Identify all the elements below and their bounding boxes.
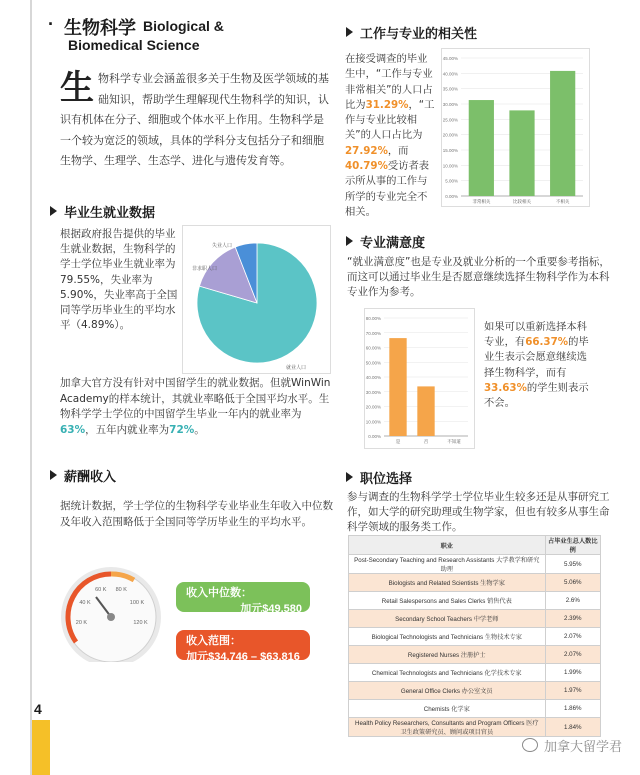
jobs-cell-percent: 5.06% (545, 574, 600, 592)
title-en-line2: Biomedical Science (68, 37, 200, 53)
section-triangle-icon (346, 27, 353, 37)
jobs-cell-percent: 1.99% (545, 664, 600, 682)
wechat-icon (522, 738, 538, 752)
satisfaction-ytick-label: 10.00% (365, 419, 381, 425)
relevance-ytick-label: 25.00% (442, 117, 458, 123)
relevance-bar (509, 110, 534, 196)
jobs-cell-percent: 2.39% (545, 610, 600, 628)
pie-label: 非求职人口 (192, 266, 218, 272)
satisfaction-title: 专业满意度 (360, 235, 426, 250)
salary-title: 薪酬收入 (64, 469, 117, 484)
employment-text-2b: ，五年内就业率为 (85, 423, 170, 436)
relevance-ytick-label: 35.00% (442, 86, 458, 92)
jobs-table-row (349, 628, 601, 646)
jobs-col-percent: 占毕业生总人数比例 (545, 536, 600, 555)
salary-text: 据统计数据，学士学位的生物科学专业毕业生年收入中位数及年收入范围略低于全国同等学历毕业生的平均水平。 (60, 500, 333, 528)
jobs-table-row (349, 555, 601, 574)
jobs-cell-percent: 2.07% (545, 646, 600, 664)
jobs-table-row (349, 664, 601, 682)
satisfaction-bar (417, 386, 434, 436)
relevance-xtick-label: 比较相关 (513, 200, 531, 205)
intro-dropcap: 生 (60, 68, 94, 108)
relevance-ytick-label: 30.00% (442, 102, 458, 107)
employment-pie-chart (182, 225, 332, 375)
jobs-cell-occupation: Secondary School Teachers 中学老师 (349, 610, 546, 628)
satisfaction-text-part1: 如果可以重新选择本科专业，有 (484, 321, 587, 349)
jobs-cell-percent: 1.84% (545, 718, 600, 737)
jobs-table-row (349, 574, 601, 592)
gauge-tick-label: 100 K (129, 600, 145, 606)
section-triangle-icon (346, 236, 353, 246)
satisfaction-ytick-label: 50.00% (365, 360, 381, 366)
jobs-table-wrapper (348, 535, 601, 737)
page-accent-bar (32, 720, 50, 775)
jobs-col-occupation: 职业 (349, 536, 546, 555)
section-triangle-icon (50, 470, 57, 480)
relevance-ytick-label: 0.00% (445, 194, 458, 199)
relevance-bar-chart (441, 48, 591, 208)
relevance-value-2: 27.92% (345, 144, 388, 157)
employment-text-1: 根据政府报告提供的毕业生就业数据，生物科学的学士学位毕业生就业率为79.55%，失业率为5.90%，失业率高于全国同等学历毕业生的平均水平（4.89%）。 (60, 228, 178, 332)
income-range-label: 收入范围： (186, 635, 241, 647)
satisfaction-text-part3: 的学生则表示不会。 (484, 381, 589, 410)
jobs-table-row (349, 646, 601, 664)
satisfaction-ytick-label: 30.00% (365, 389, 381, 395)
gauge-tick-label: 40 K (79, 600, 91, 606)
relevance-title: 工作与专业的相关性 (360, 26, 478, 41)
page-number: 4 (34, 701, 42, 717)
satisfaction-ytick-label: 20.00% (365, 404, 381, 410)
jobs-cell-occupation: Retail Salespersons and Sales Clerks 销售代表 (349, 592, 546, 610)
satisfaction-value-yes: 66.37% (525, 336, 569, 349)
jobs-cell-percent: 2.6% (545, 592, 600, 610)
income-range-badge (176, 630, 310, 663)
title-cn: 生物科学 (64, 18, 136, 38)
gauge-hub (107, 613, 115, 621)
employment-text-2a: 加拿大官方没有针对中国留学生的就业数据。但就WinWin Academy的样本统计，其就业率略低于全国平均水平。生物科学学士学位的中国留学生毕业一年内的就业率为 (60, 377, 331, 420)
satisfaction-xtick-label: 是 (395, 440, 401, 445)
jobs-title: 职位选择 (360, 471, 413, 486)
relevance-text-part1: 在接受调查的毕业生中，“工作与专业非常相关”的人口占比为 (345, 53, 433, 111)
relevance-ytick-label: 20.00% (442, 132, 458, 138)
satisfaction-xtick-label: 否 (423, 440, 429, 445)
jobs-table (348, 535, 601, 737)
employment-title: 毕业生就业数据 (64, 205, 156, 220)
satisfaction-intro: “就业满意度”也是专业及就业分析的一个重要参考指标，而这可以通过毕业生是否愿意继续选择生物科学作为本科专业作为参考。 (347, 256, 610, 298)
jobs-cell-occupation: Biological Technologists and Technicians 生物技术专家 (349, 628, 546, 646)
relevance-bar (469, 100, 494, 196)
relevance-ytick-label: 5.00% (445, 178, 458, 184)
relevance-bar (550, 71, 575, 196)
pie-label: 就业人口 (286, 365, 307, 371)
jobs-cell-occupation: Health Policy Researchers, Consultants and Program Officers 医疗卫生政策研究员、顾问或项目官员 (349, 718, 546, 737)
satisfaction-ytick-label: 60.00% (365, 345, 381, 351)
relevance-text-part3: ，而 (387, 144, 409, 157)
relevance-ytick-label: 40.00% (442, 71, 458, 77)
satisfaction-bar-chart (364, 308, 476, 450)
employment-text-2 (60, 376, 335, 438)
jobs-cell-percent: 5.95% (545, 555, 600, 574)
jobs-cell-occupation: Registered Nurses 注册护士 (349, 646, 546, 664)
jobs-cell-percent: 2.07% (545, 628, 600, 646)
jobs-table-row (349, 700, 601, 718)
jobs-text: 参与调查的生物科学学士学位毕业生较多还是从事研究工作，如大学的研究助理或生物学家，但也有较多从事生命科学领域的服务类工作。 (347, 491, 610, 533)
median-income-value: 加元$49,580 (240, 603, 302, 615)
satisfaction-text (484, 320, 594, 411)
satisfaction-bar (389, 338, 406, 436)
gauge-tick-label: 60 K (95, 586, 107, 593)
relevance-text (345, 52, 437, 220)
gauge-tick-label: 80 K (115, 586, 127, 593)
median-income-label: 收入中位数： (186, 587, 252, 599)
intro-block (60, 67, 330, 170)
watermark-text: 加拿大留学君 (544, 740, 623, 755)
relevance-text-part2: ，“工作与专业比较相关”的人口占比为 (345, 98, 435, 142)
employment-text-2c: 。 (194, 423, 205, 436)
title-bullet: · (48, 14, 54, 34)
jobs-cell-occupation: General Office Clerks 办公室文员 (349, 682, 546, 700)
title-en-line1: Biological & (143, 18, 224, 34)
satisfaction-value-no: 33.63% (484, 381, 527, 394)
relevance-xtick-label: 非常相关 (472, 200, 491, 205)
relevance-xtick-label: 不相关 (555, 200, 570, 205)
jobs-cell-percent: 1.97% (545, 682, 600, 700)
satisfaction-ytick-label: 80.00% (365, 316, 381, 321)
relevance-value-3: 40.79% (345, 160, 388, 173)
jobs-table-row (349, 610, 601, 628)
satisfaction-ytick-label: 40.00% (365, 375, 381, 380)
jobs-table-row (349, 592, 601, 610)
jobs-cell-occupation: Post-Secondary Teaching and Research Assistants 大学教学和研究助理 (349, 555, 546, 574)
income-range-value: 加元$34,746 – $63,816 (186, 651, 300, 663)
pie-label: 失业人口 (212, 243, 233, 249)
employment-value-1yr: 63% (60, 423, 86, 436)
salary-gauge (54, 562, 169, 662)
jobs-cell-occupation: Chemical Technologists and Technicians 化学技术专家 (349, 664, 546, 682)
relevance-ytick-label: 10.00% (442, 163, 458, 169)
satisfaction-ytick-label: 0.00% (368, 434, 381, 439)
section-triangle-icon (346, 472, 353, 482)
jobs-table-row (349, 718, 601, 737)
jobs-cell-occupation: Chemists 化学家 (349, 700, 546, 718)
jobs-table-row (349, 682, 601, 700)
intro-text: 物科学专业会涵盖很多关于生物及医学领域的基础知识，帮助学生理解现代生物科学的知识，认识有机体在分子、细胞或个体水平上作用。生物科学是一个较为宽泛的领域，具体的学科分支包括分子和细胞生物学、生理学、生态学、进化与遗传发育等。 (60, 72, 329, 167)
satisfaction-text-part2: 的毕业生表示会愿意继续选择生物科学，而有 (484, 336, 589, 379)
gauge-tick-label: 120 K (133, 620, 148, 627)
relevance-text-part4: 受访者表示所从事的工作与所学的专业完全不相关。 (345, 160, 430, 218)
relevance-ytick-label: 15.00% (442, 148, 458, 153)
relevance-value-1: 31.29% (365, 98, 409, 111)
relevance-ytick-label: 45.00% (442, 56, 458, 61)
section-triangle-icon (50, 206, 57, 216)
satisfaction-xtick-label: 不知道 (447, 440, 461, 445)
jobs-table-header (349, 536, 601, 555)
jobs-cell-percent: 1.86% (545, 700, 600, 718)
gauge-tick-label: 20 K (75, 620, 88, 627)
median-income-badge (176, 582, 310, 615)
employment-value-5yr: 72% (169, 423, 195, 436)
satisfaction-ytick-label: 70.00% (365, 330, 381, 336)
jobs-cell-occupation: Biologists and Related Scientists 生物学家 (349, 574, 546, 592)
